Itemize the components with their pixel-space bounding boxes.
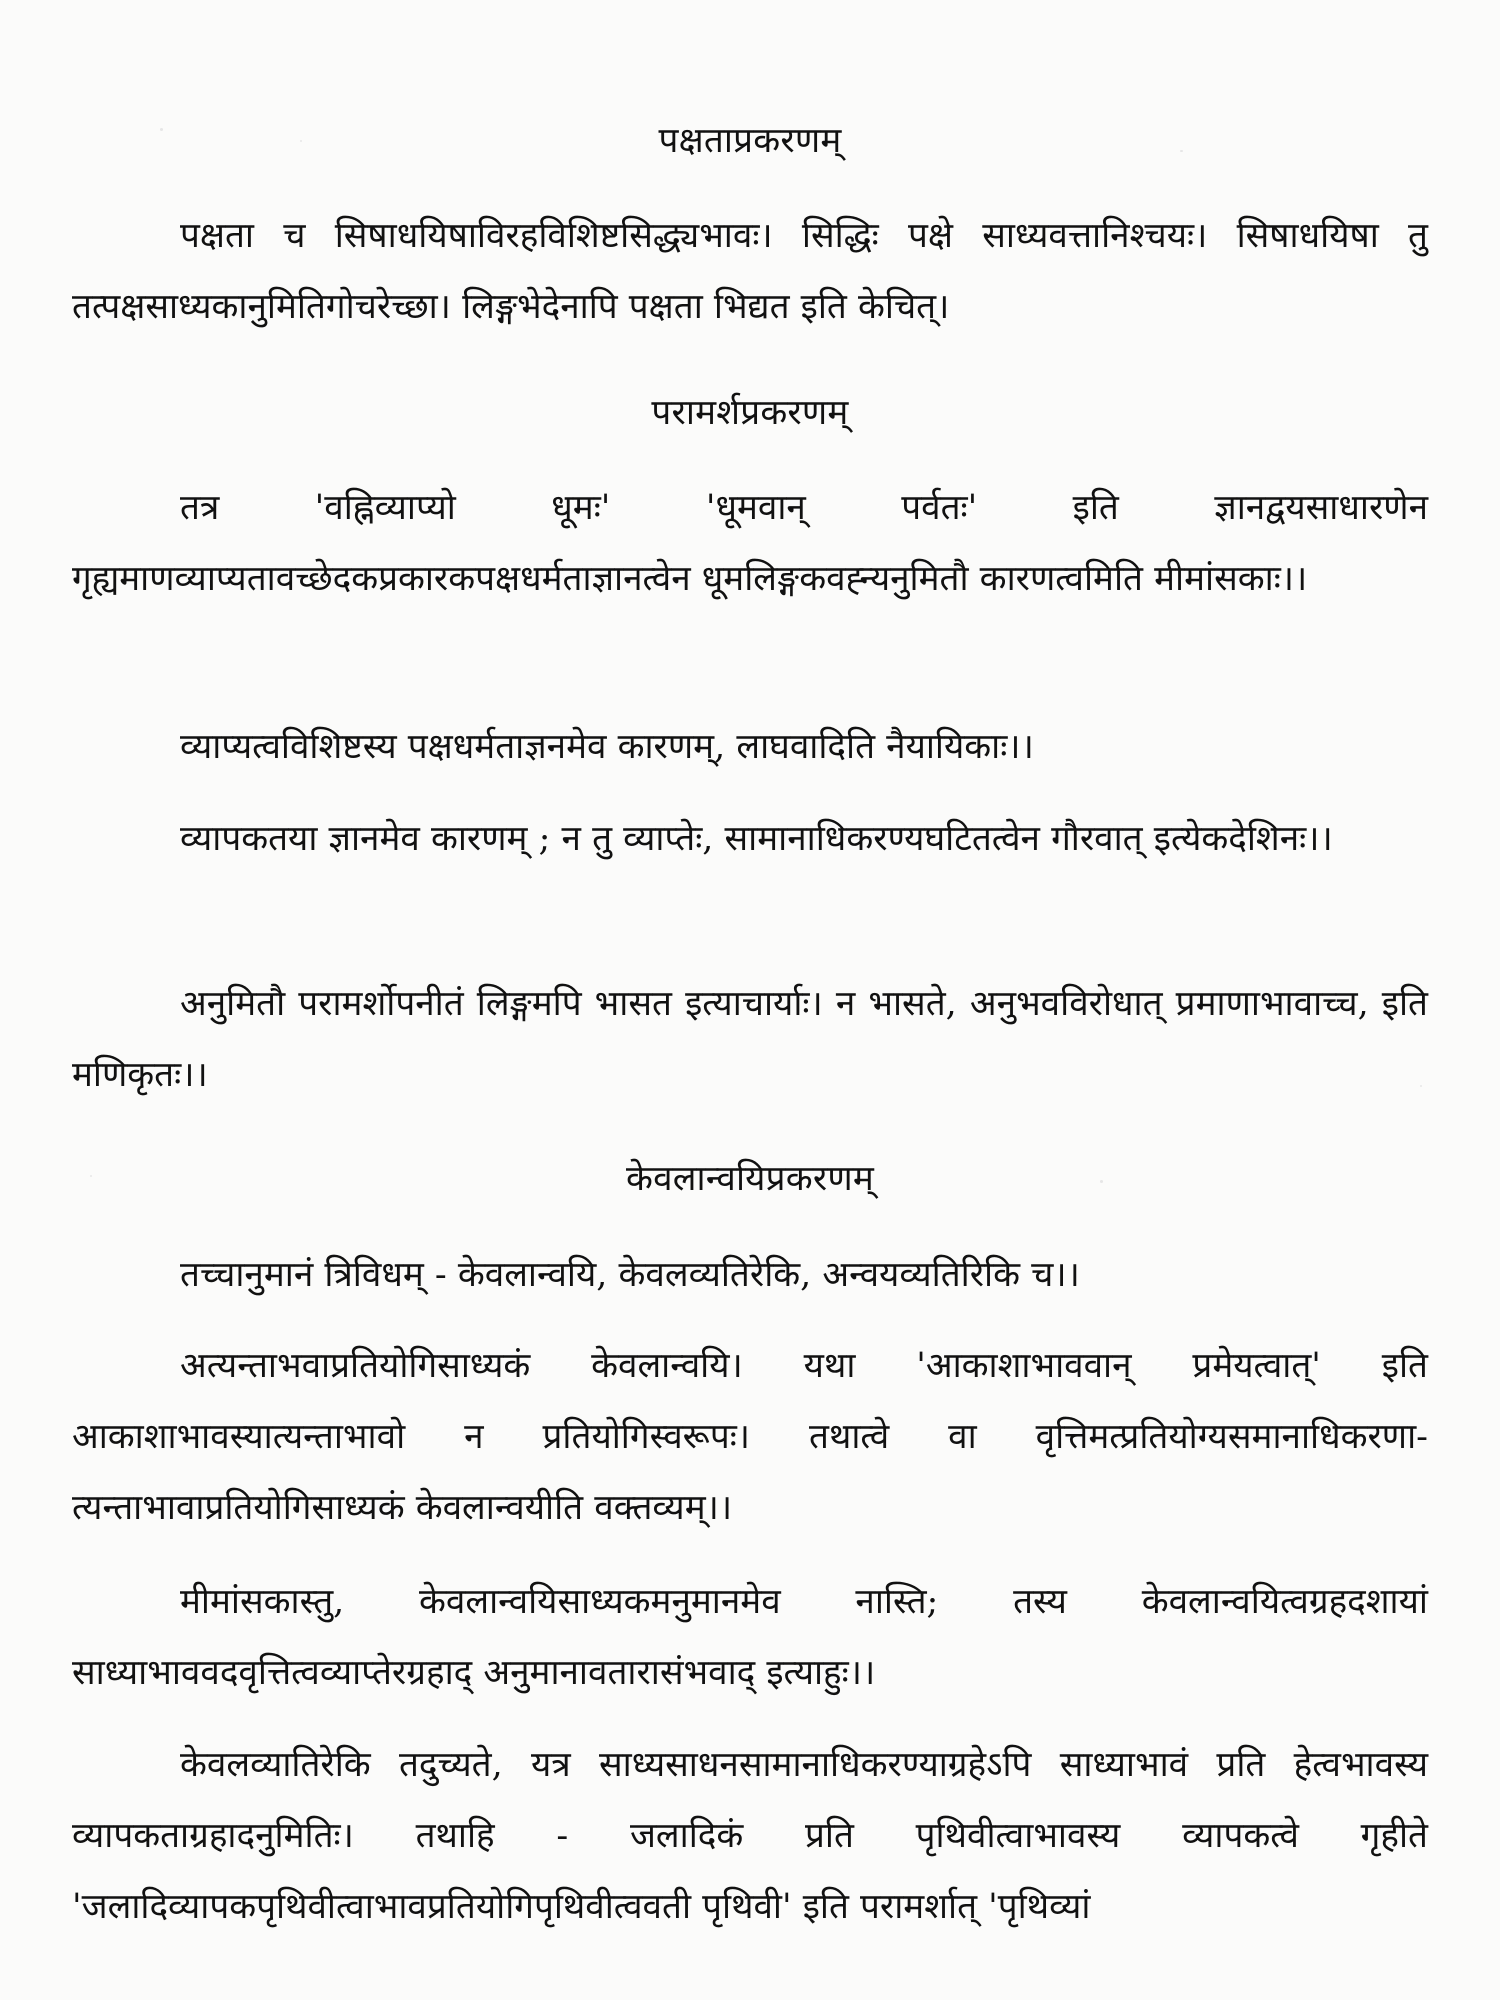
section-heading-paramarsha: परामर्शप्रकरणम्: [651, 393, 849, 433]
scan-speck: [1420, 1085, 1422, 1087]
paragraph: अनुमितौ परामर्शोपनीतं लिङ्गमपि भासत इत्याचार्याः। न भासते, अनुभवविरोधात् प्रमाणाभावाच्च, इति मणिकृतः।।: [72, 984, 1428, 1095]
scan-speck: [90, 1175, 92, 1177]
scan-speck: [300, 140, 302, 142]
paragraph: तत्र 'वह्निव्याप्यो धूमः' 'धूमवान् पर्वतः' इति ज्ञानद्वयसाधारणेन गृह्यमाणव्याप्यतावच्छेदकप्रकारकपक्षधर्मताज्ञानत्वेन धूमलिङ्गकवह्न्यनुमितौ कारणत्वमिति मीमांसकाः।।: [72, 488, 1428, 599]
paragraph: केवलव्यातिरेकि तदुच्यते, यत्र साध्यसाधनसामानाधिकरण्याग्रहेऽपि साध्याभावं प्रति हेत्वभावस्य व्यापकताग्रहादनुमितिः। तथाहि - जलादिकं प्रति पृथिवीत्वाभावस्य व्यापकत्वे गृहीते 'जलादिव्यापकपृथिवीत्वाभावप्रतियोगिपृथिवीत्ववती पृथिवी' इति परामर्शात् 'पृथिव्यां: [72, 1745, 1428, 1927]
paragraph: मीमांसकास्तु, केवलान्वयिसाध्यकमनुमानमेव नास्ति; तस्य केवलान्वयित्वग्रहदशायां साध्याभाववदवृत्तित्वव्याप्तेरग्रहाद् अनुमानावतारासंभवाद् इत्याहुः।।: [72, 1582, 1428, 1693]
paragraph: पक्षता च सिषाधयिषाविरहविशिष्टसिद्ध्यभावः। सिद्धिः पक्षे साध्यवत्तानिश्चयः। सिषाधयिषा तु तत्पक्षसाध्यकानुमितिगोचरेच्छा। लिङ्गभेदेनापि पक्षता भिद्यत इति केचित्।: [72, 216, 1428, 327]
section-heading-kevalanvayi: केवलान्वयिप्रकरणम्: [626, 1159, 874, 1199]
scan-speck: [1100, 1180, 1103, 1183]
scan-speck: [1180, 150, 1183, 152]
section-heading-pakshata: पक्षताप्रकरणम्: [658, 121, 842, 161]
paragraph: अत्यन्ताभवाप्रतियोगिसाध्यकं केवलान्वयि। यथा 'आकाशाभाववान् प्रमेयत्वात्' इति आकाशाभावस्यात्यन्ताभावो न प्रतियोगिस्वरूपः। तथात्वे वा वृत्तिमत्प्रतियोग्यसमानाधिकरणा-त्यन्ताभावाप्रतियोगिसाध्यकं केवलान्वयीति वक्तव्यम्।।: [72, 1346, 1428, 1528]
scan-speck: [160, 128, 163, 131]
paragraph: व्याप्यत्वविशिष्टस्य पक्षधर्मताज्ञनमेव कारणम्, लाघवादिति नैयायिकाः।।: [180, 727, 1034, 767]
paragraph: तच्चानुमानं त्रिविधम् - केवलान्वयि, केवलव्यतिरेकि, अन्वयव्यतिरिकि च।।: [180, 1255, 1080, 1295]
paragraph: व्यापकतया ज्ञानमेव कारणम् ; न तु व्याप्तेः, सामानाधिकरण्यघटितत्वेन गौरवात् इत्येकदेशिनः।।: [180, 819, 1333, 859]
